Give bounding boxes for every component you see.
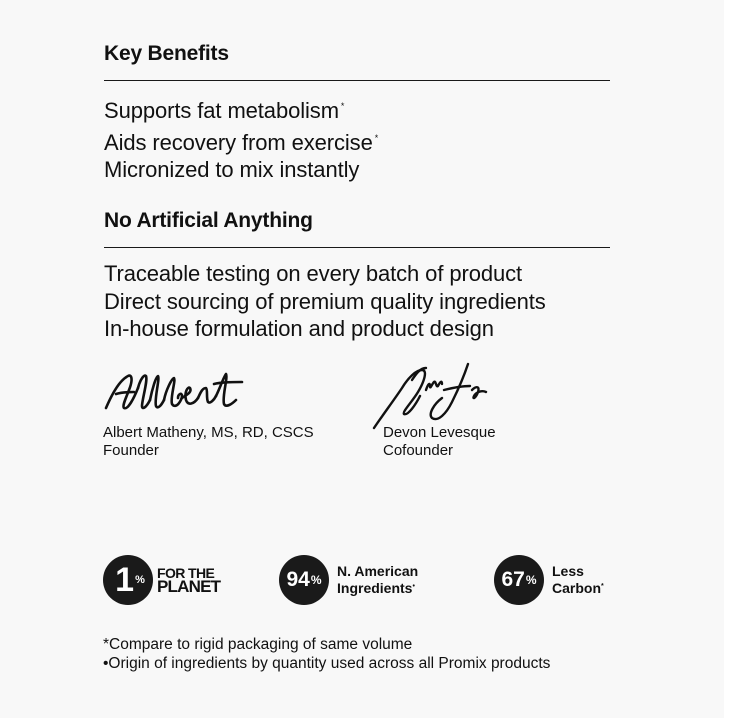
carbon-badge-number: 67 bbox=[501, 568, 525, 591]
benefit-item: Aids recovery from exercise * bbox=[104, 129, 379, 155]
benefit-item: Supports fat metabolism * bbox=[104, 98, 345, 123]
planet-badge-line1: FOR THE bbox=[157, 565, 215, 581]
american-badge-circle bbox=[279, 555, 329, 605]
quality-item: Direct sourcing of premium quality ingredients bbox=[104, 288, 546, 314]
american-badge-number: 94 bbox=[286, 568, 310, 591]
planet-badge-percent: % bbox=[135, 574, 145, 586]
cofounder-name: Devon Levesque bbox=[383, 424, 496, 441]
no-artificial-section bbox=[104, 209, 610, 343]
founder-role: Founder bbox=[103, 442, 159, 459]
benefit-footnote-mark: * bbox=[340, 101, 345, 111]
less-carbon-badge bbox=[494, 555, 604, 605]
planet-badge-circle bbox=[103, 555, 153, 605]
footnotes bbox=[103, 636, 550, 673]
right-edge-strip bbox=[724, 0, 730, 718]
founder-name: Albert Matheny, MS, RD, CSCS bbox=[103, 424, 314, 441]
carbon-badge-circle bbox=[494, 555, 544, 605]
no-artificial-list bbox=[104, 260, 610, 343]
key-benefits-divider bbox=[104, 80, 610, 81]
planet-badge-number: 1 bbox=[115, 560, 135, 599]
albert-signature bbox=[102, 370, 244, 414]
quality-item: In-house formulation and product design bbox=[104, 316, 494, 341]
american-badge-mark: • bbox=[412, 583, 415, 590]
cofounder-credit bbox=[383, 424, 496, 460]
carbon-badge-text bbox=[552, 564, 604, 596]
american-ingredients-badge bbox=[279, 555, 418, 605]
no-artificial-divider bbox=[104, 247, 610, 248]
quality-item: Traceable testing on every batch of product bbox=[104, 261, 523, 286]
founder-credit bbox=[103, 424, 314, 460]
planet-badge-line2: PLANET bbox=[157, 577, 221, 596]
carbon-badge-percent: % bbox=[525, 573, 537, 587]
carbon-badge-line2-wrap: Carbon* bbox=[552, 580, 604, 596]
american-badge-line1: N. American bbox=[337, 563, 419, 579]
footnote-packaging: *Compare to rigid packaging of same volume bbox=[103, 636, 413, 653]
benefit-footnote-mark: * bbox=[374, 132, 379, 143]
planet-badge-text bbox=[157, 566, 220, 594]
key-benefits-section bbox=[104, 42, 610, 184]
one-percent-for-the-planet-badge bbox=[103, 555, 220, 605]
key-benefits-list bbox=[104, 93, 610, 184]
american-badge-line2-wrap: Ingredients• bbox=[337, 580, 415, 596]
american-badge-percent: % bbox=[310, 573, 322, 587]
key-benefits-heading: Key Benefits bbox=[104, 42, 229, 65]
cofounder-role: Cofounder bbox=[383, 442, 454, 459]
devon-signature bbox=[372, 360, 492, 432]
footnote-origin: •Origin of ingredients by quantity used across all Promix products bbox=[103, 654, 551, 672]
benefit-item: Micronized to mix instantly bbox=[104, 157, 360, 182]
american-badge-text bbox=[337, 564, 418, 596]
no-artificial-heading: No Artificial Anything bbox=[104, 209, 313, 232]
carbon-badge-line1: Less bbox=[552, 563, 584, 579]
carbon-badge-mark: * bbox=[601, 583, 604, 590]
